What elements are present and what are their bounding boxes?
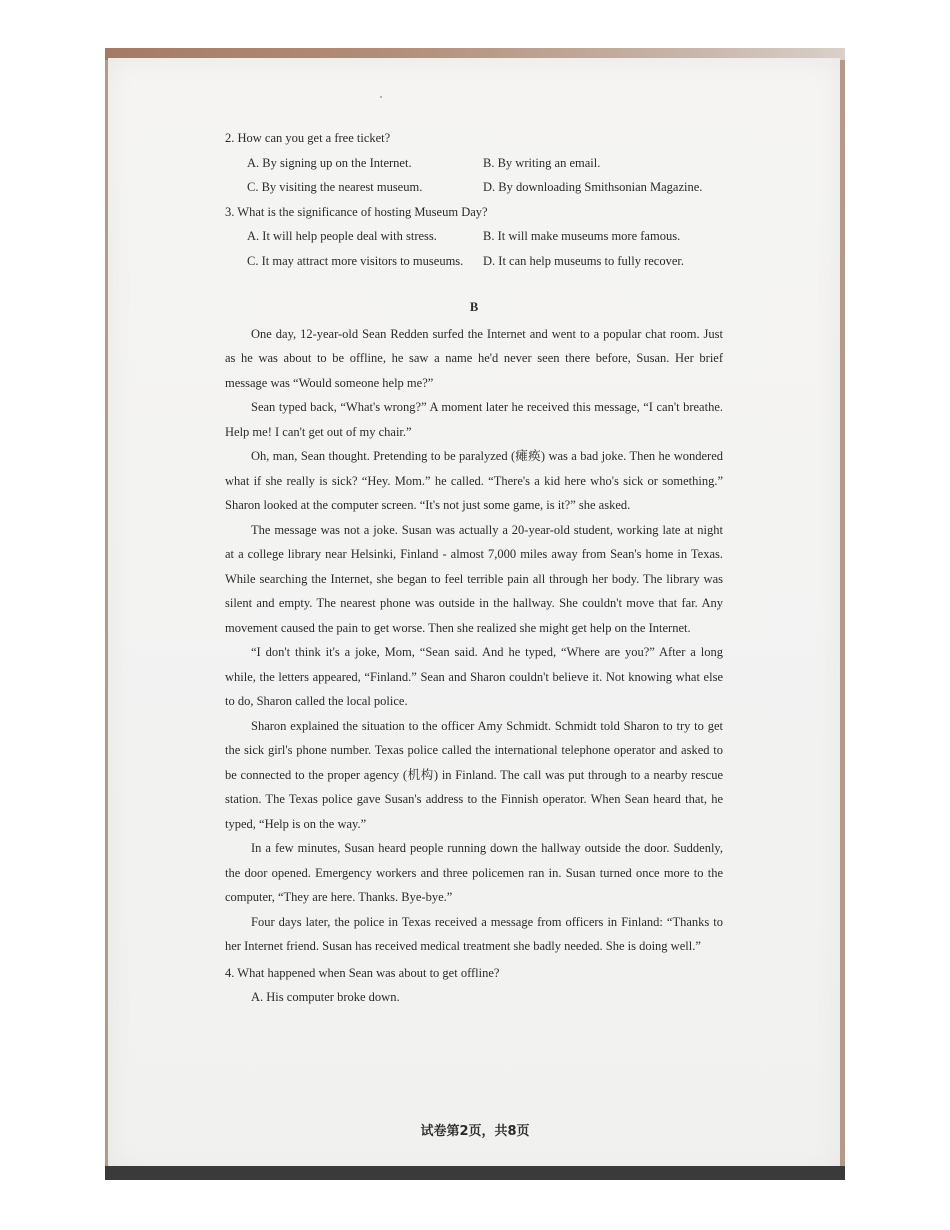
question-2 [225, 126, 723, 200]
question-stem: 2. How can you get a free ticket? [225, 131, 391, 145]
section-heading: B [469, 300, 479, 314]
option-d: D. By downloading Smithsonian Magazine. [483, 180, 703, 194]
passage-paragraph: Four days later, the police in Texas received a message from officers in Finland: “Thanks to her Internet friend. Susan has received medical treatment she badly needed. She is doing well.” [225, 914, 723, 953]
passage-paragraph: Sean typed back, “What's wrong?” A moment later he received this message, “I can't breathe. Help me! I can't get out of my chair.” [225, 400, 723, 439]
question-options [225, 224, 723, 273]
page-content [225, 126, 723, 1010]
passage-paragraph: Sharon explained the situation to the officer Amy Schmidt. Schmidt told Sharon to try to get the sick girl's phone number. Texas police called the international telephone operator and asked to be connected to the proper agency (机构) in Finland. The call was put through to a nearby rescue station. The Texas police gave Susan's address to the Finnish operator. When Sean heard that, he typed, “Help is on the way.” [225, 718, 723, 831]
option-a: A. His computer broke down. [251, 990, 400, 1004]
option-c: C. By visiting the nearest museum. [247, 180, 423, 194]
option-a: A. By signing up on the Internet. [247, 155, 412, 170]
question-3 [225, 200, 723, 274]
passage-paragraph: In a few minutes, Susan heard people running down the hallway outside the door. Suddenly, the door opened. Emergency workers and three policemen ran in. Susan turned once more to the computer, “They are here. Thanks. Bye-bye.” [225, 841, 723, 904]
passage-paragraph: “I don't think it's a joke, Mom, “Sean said. And he typed, “Where are you?” After a long while, the letters appeared, “Finland.” Sean and Sharon couldn't believe it. Not knowing what else to do, Sharon called the local police. [225, 645, 723, 708]
ink-speck [380, 96, 382, 98]
option-b: B. It will make museums more famous. [483, 229, 681, 243]
passage-paragraph: Oh, man, Sean thought. Pretending to be paralyzed (瘫痪) was a bad joke. Then he wondered what if she really is sick? “Hey. Mom.” he called. “There's a kid here who's sick or something.” Sharon looked at the computer screen. “It's not just some game, is it?” she asked. [225, 449, 723, 512]
question-options [225, 151, 723, 200]
page-footer: 试卷第2页，共8页 [420, 1124, 530, 1139]
option-a: A. It will help people deal with stress. [247, 229, 437, 243]
question-stem: 4. What happened when Sean was about to get offline? [225, 965, 500, 980]
question-4 [225, 961, 723, 1010]
option-b: B. By writing an email. [483, 155, 601, 170]
paper-bottom-shadow [105, 1166, 845, 1180]
question-stem: 3. What is the significance of hosting Museum Day? [225, 204, 488, 219]
passage-paragraph: One day, 12-year-old Sean Redden surfed the Internet and went to a popular chat room. Just as he was about to be offline, he saw a name he'd never seen there before, Susan. Her brief message was “Would someone help me?” [225, 326, 723, 390]
passage-paragraph: The message was not a joke. Susan was actually a 20-year-old student, working late at night at a college library near Helsinki, Finland - almost 7,000 miles away from Sean's home in Texas. While searching the Internet, she began to feel terrible pain all through her body. The library was silent and empty. The nearest phone was outside in the hallway. She couldn't move that far. Any movement caused the pain to get worse. Then she realized she might get help on the Internet. [225, 522, 723, 635]
option-c: C. It may attract more visitors to museums. [247, 253, 464, 268]
option-d: D. It can help museums to fully recover. [483, 253, 684, 268]
